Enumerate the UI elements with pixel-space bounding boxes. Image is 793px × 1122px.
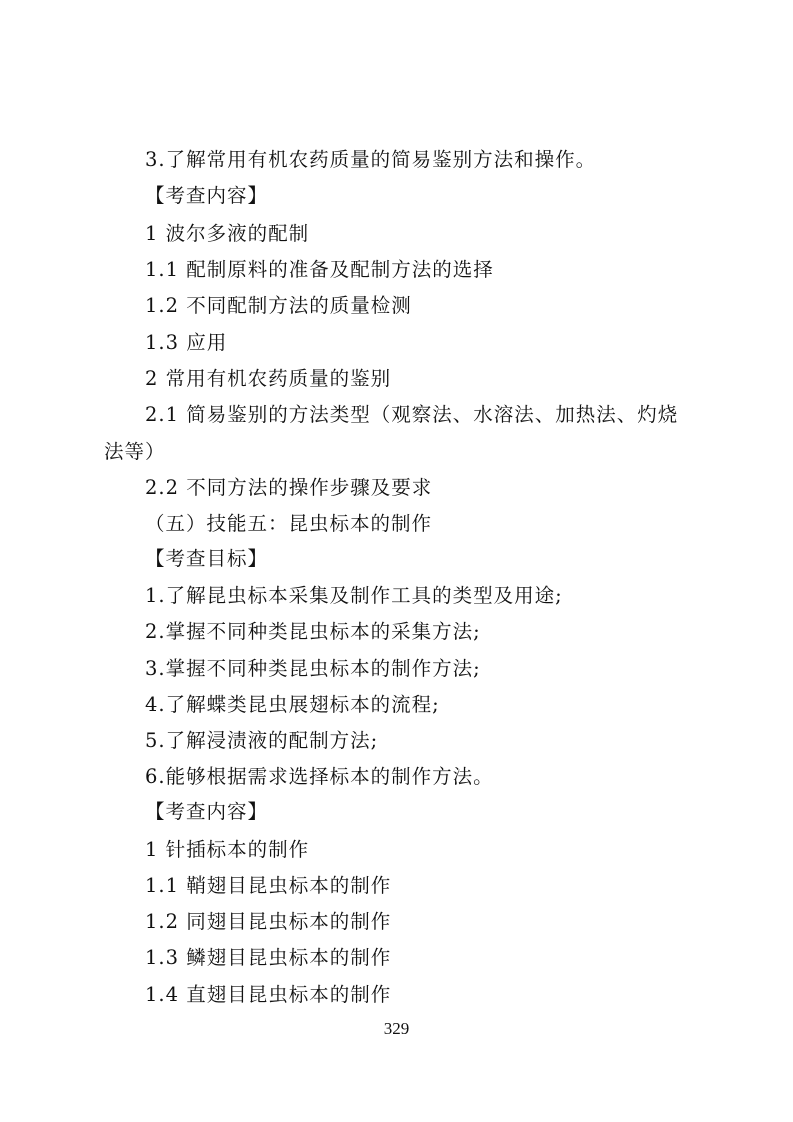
text-line: 1.1 配制原料的准备及配制方法的选择 xyxy=(145,258,494,281)
text-line: 3.了解常用有机农药质量的简易鉴别方法和操作。 xyxy=(145,148,597,171)
text-line: 4.了解蝶类昆虫展翅标本的流程; xyxy=(145,693,440,716)
section-label: 【考查内容】 xyxy=(145,184,269,207)
text-line: 1 针插标本的制作 xyxy=(145,838,310,861)
section-heading: （五）技能五：昆虫标本的制作 xyxy=(145,512,433,535)
text-line: 5.了解浸渍液的配制方法; xyxy=(145,729,379,752)
text-line: 1 波尔多液的配制 xyxy=(145,222,310,245)
text-line: 2.2 不同方法的操作步骤及要求 xyxy=(145,476,433,499)
text-line: 1.3 应用 xyxy=(145,331,228,354)
text-line: 1.4 直翅目昆虫标本的制作 xyxy=(145,983,392,1006)
text-line: 2.掌握不同种类昆虫标本的采集方法; xyxy=(145,620,481,643)
text-line: 1.2 同翅目昆虫标本的制作 xyxy=(145,910,392,933)
text-line: 1.3 鳞翅目昆虫标本的制作 xyxy=(145,946,392,969)
text-line: 1.2 不同配制方法的质量检测 xyxy=(145,294,412,317)
text-line: 3.掌握不同种类昆虫标本的制作方法; xyxy=(145,657,481,680)
text-line: 6.能够根据需求选择标本的制作方法。 xyxy=(145,765,494,788)
section-label: 【考查内容】 xyxy=(145,800,269,823)
page-number: 329 xyxy=(383,1019,410,1038)
text-line: 2 常用有机农药质量的鉴别 xyxy=(145,367,392,390)
text-line: 1.1 鞘翅目昆虫标本的制作 xyxy=(145,874,392,897)
text-line-continuation: 法等） xyxy=(104,440,166,463)
text-line: 1.了解昆虫标本采集及制作工具的类型及用途; xyxy=(145,584,563,607)
section-label: 【考查目标】 xyxy=(145,547,269,570)
text-line: 2.1 简易鉴别的方法类型（观察法、水溶法、加热法、灼烧 xyxy=(145,403,679,426)
